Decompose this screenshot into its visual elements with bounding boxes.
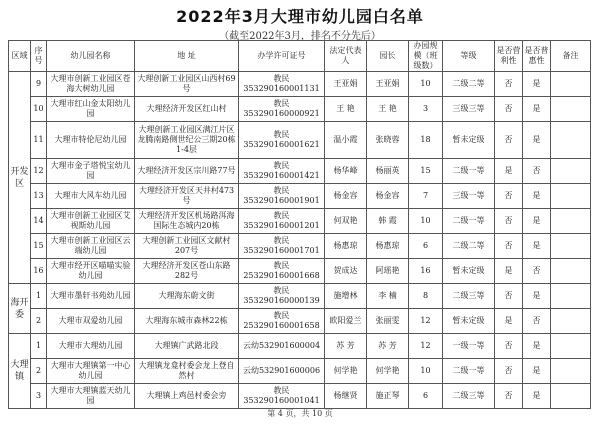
cell-inclusive: 否 xyxy=(523,259,551,284)
cell-no: 9 xyxy=(31,72,47,97)
cell-remark xyxy=(551,72,591,97)
header-license: 办学许可证号 xyxy=(239,41,325,72)
cell-address: 大理创新工业园区满江片区龙腾南路侧世纪公三期20栋1-4层 xyxy=(135,122,239,159)
cell-principal: 何学艳 xyxy=(367,359,409,384)
cell-no: 15 xyxy=(31,234,47,259)
cell-legal: 贺成达 xyxy=(325,259,367,284)
cell-inclusive: 是 xyxy=(523,384,551,409)
cell-name: 大理市双爱幼儿园 xyxy=(47,309,135,334)
cell-principal: 韩 霞 xyxy=(367,209,409,234)
cell-legal: 杨金容 xyxy=(325,184,367,209)
cell-classes: 8 xyxy=(409,284,443,309)
cell-nature: 是 xyxy=(495,259,523,284)
cell-license: 教民353290160001041 xyxy=(239,384,325,409)
cell-address: 大理镇上鸡邑村委会旁 xyxy=(135,384,239,409)
cell-name: 大理市红山金太阳幼儿园 xyxy=(47,97,135,122)
cell-license: 云幼532901600006 xyxy=(239,359,325,384)
cell-nature: 否 xyxy=(495,184,523,209)
document-subtitle: （截至2022年3月，排名不分先后） xyxy=(219,31,381,42)
header-district: 区域 xyxy=(9,41,31,72)
district-cell: 大理镇 xyxy=(9,334,31,409)
cell-nature: 否 xyxy=(495,234,523,259)
cell-principal: 杨惠琼 xyxy=(367,234,409,259)
cell-address: 大理经济开发区天井村473号 xyxy=(135,184,239,209)
cell-address: 大理镇广武路北段 xyxy=(135,334,239,359)
cell-license: 教民353290160001131 xyxy=(239,72,325,97)
cell-principal: 阿瑶艳 xyxy=(367,259,409,284)
cell-name: 大理市金子塔悦宝幼儿园 xyxy=(47,159,135,184)
cell-grade: 二级一等 xyxy=(443,209,495,234)
cell-remark xyxy=(551,259,591,284)
cell-remark xyxy=(551,209,591,234)
cell-legal: 施增林 xyxy=(325,284,367,309)
cell-no: 16 xyxy=(31,259,47,284)
cell-no: 1 xyxy=(31,284,47,309)
cell-principal: 杨金容 xyxy=(367,184,409,209)
table-row xyxy=(9,184,591,209)
cell-no: 1 xyxy=(31,334,47,359)
cell-license: 教民353290160001621 xyxy=(239,122,325,159)
cell-grade: 暂未定级 xyxy=(443,259,495,284)
cell-classes: 10 xyxy=(409,72,443,97)
table-body xyxy=(9,72,591,409)
cell-legal: 王 艳 xyxy=(325,97,367,122)
table-row xyxy=(9,309,591,334)
cell-address: 大理创新工业园区山西村69号 xyxy=(135,72,239,97)
table-row xyxy=(9,234,591,259)
cell-classes: 15 xyxy=(409,159,443,184)
cell-remark xyxy=(551,234,591,259)
cell-nature: 否 xyxy=(495,384,523,409)
cell-address: 大理镇龙龛村委会龙上登自然村 xyxy=(135,359,239,384)
table-row xyxy=(9,284,591,309)
district-cell: 开发区 xyxy=(9,72,31,284)
cell-classes: 7 xyxy=(409,184,443,209)
cell-principal: 王亚娟 xyxy=(367,72,409,97)
cell-remark xyxy=(551,159,591,184)
cell-no: 3 xyxy=(31,384,47,409)
cell-classes: 12 xyxy=(409,334,443,359)
cell-nature: 否 xyxy=(495,359,523,384)
table-row xyxy=(9,159,591,184)
cell-address: 大理创新工业园区文献村207号 xyxy=(135,234,239,259)
cell-inclusive: 是 xyxy=(523,359,551,384)
cell-inclusive: 是 xyxy=(523,97,551,122)
cell-grade: 二级三等 xyxy=(443,284,495,309)
cell-legal: 王亚娟 xyxy=(325,72,367,97)
table-row xyxy=(9,122,591,159)
header-classes: 办园规模（班级数） xyxy=(409,41,443,72)
cell-principal: 张晓蓉 xyxy=(367,122,409,159)
cell-principal: 张丽雯 xyxy=(367,309,409,334)
cell-address: 大理经济开发区机场路洱海国际生态城内20栋 xyxy=(135,209,239,234)
cell-legal: 欧阳爱兰 xyxy=(325,309,367,334)
cell-nature: 是 xyxy=(495,159,523,184)
cell-no: 14 xyxy=(31,209,47,234)
cell-license: 云幼532901600004 xyxy=(239,334,325,359)
table-row xyxy=(9,259,591,284)
cell-remark xyxy=(551,184,591,209)
cell-license: 教民253290160001658 xyxy=(239,309,325,334)
cell-principal: 王 艳 xyxy=(367,97,409,122)
cell-principal: 杨丽英 xyxy=(367,159,409,184)
cell-classes: 10 xyxy=(409,209,443,234)
cell-legal: 温小霞 xyxy=(325,122,367,159)
cell-license: 教民253290160001668 xyxy=(239,259,325,284)
header-legal: 法定代表人 xyxy=(325,41,367,72)
cell-grade: 一级一等 xyxy=(443,334,495,359)
header-principal: 园长 xyxy=(367,41,409,72)
cell-remark xyxy=(551,284,591,309)
cell-legal: 杨继贤 xyxy=(325,384,367,409)
cell-nature: 否 xyxy=(495,97,523,122)
cell-no: 11 xyxy=(31,122,47,159)
cell-no: 2 xyxy=(31,359,47,384)
table-row xyxy=(9,384,591,409)
cell-no: 12 xyxy=(31,159,47,184)
header-grade: 等级 xyxy=(443,41,495,72)
cell-name: 大理市大风车幼儿园 xyxy=(47,184,135,209)
cell-name: 大理市大理幼儿园 xyxy=(47,334,135,359)
table-header-row xyxy=(9,41,591,72)
cell-inclusive: 是 xyxy=(523,184,551,209)
cell-principal: 苏 芳 xyxy=(367,334,409,359)
cell-inclusive: 是 xyxy=(523,334,551,359)
cell-license: 教民353290160001421 xyxy=(239,159,325,184)
cell-inclusive: 是 xyxy=(523,72,551,97)
cell-address: 大理海东城市森林22栋 xyxy=(135,309,239,334)
cell-name: 大理市创新工业园区苍海大树幼儿园 xyxy=(47,72,135,97)
cell-address: 大理经济开发区苍山东路282号 xyxy=(135,259,239,284)
cell-classes: 18 xyxy=(409,122,443,159)
cell-inclusive: 是 xyxy=(523,284,551,309)
cell-address: 大理海东蔚文街 xyxy=(135,284,239,309)
table-row xyxy=(9,209,591,234)
cell-grade: 暂未定级 xyxy=(443,309,495,334)
cell-remark xyxy=(551,334,591,359)
cell-address: 大理经济开发区红山村 xyxy=(135,97,239,122)
cell-nature: 否 xyxy=(495,72,523,97)
cell-inclusive: 是 xyxy=(523,234,551,259)
cell-grade: 二级三等 xyxy=(443,384,495,409)
cell-name: 大理市创新工业园区云端幼儿园 xyxy=(47,234,135,259)
cell-address: 大理经济开发区宗川路77号 xyxy=(135,159,239,184)
cell-grade: 二级一等 xyxy=(443,359,495,384)
table-row xyxy=(9,72,591,97)
header-nature: 是否营利性 xyxy=(495,41,523,72)
cell-no: 2 xyxy=(31,309,47,334)
cell-name: 大理市特伦尼幼儿园 xyxy=(47,122,135,159)
cell-inclusive: 否 xyxy=(523,159,551,184)
header-no: 序号 xyxy=(31,41,47,72)
cell-legal: 苏 芳 xyxy=(325,334,367,359)
cell-principal: 施正琴 xyxy=(367,384,409,409)
cell-classes: 16 xyxy=(409,259,443,284)
cell-legal: 何双艳 xyxy=(325,209,367,234)
cell-no: 13 xyxy=(31,184,47,209)
cell-classes: 12 xyxy=(409,309,443,334)
district-cell: 海开委 xyxy=(9,284,31,334)
document-title: 2022年3月大理市幼儿园白名单 xyxy=(176,7,424,26)
page-footer: 第 4 页，共 10 页 xyxy=(267,409,333,418)
cell-grade: 二级二等 xyxy=(443,72,495,97)
cell-nature: 否 xyxy=(495,209,523,234)
cell-grade: 二级二等 xyxy=(443,234,495,259)
cell-license: 教民353290160000921 xyxy=(239,97,325,122)
cell-license: 教民353290160001901 xyxy=(239,184,325,209)
cell-remark xyxy=(551,359,591,384)
cell-license: 教民353290160001201 xyxy=(239,209,325,234)
cell-remark xyxy=(551,97,591,122)
cell-grade: 二级一等 xyxy=(443,159,495,184)
cell-classes: 6 xyxy=(409,384,443,409)
cell-name: 大理市墨轩书苑幼儿园 xyxy=(47,284,135,309)
cell-legal: 杨惠琼 xyxy=(325,234,367,259)
table-row xyxy=(9,359,591,384)
cell-nature: 是 xyxy=(495,309,523,334)
cell-classes: 6 xyxy=(409,234,443,259)
cell-grade: 暂未定级 xyxy=(443,122,495,159)
cell-principal: 李 楠 xyxy=(367,284,409,309)
table-row xyxy=(9,334,591,359)
cell-nature: 否 xyxy=(495,122,523,159)
cell-grade: 三级一等 xyxy=(443,184,495,209)
cell-license: 教民353290160000139 xyxy=(239,284,325,309)
header-remark: 备注 xyxy=(551,41,591,72)
kindergarten-table xyxy=(8,40,591,409)
cell-license: 教民353290160001701 xyxy=(239,234,325,259)
cell-grade: 三级三等 xyxy=(443,97,495,122)
cell-name: 大理市创新工业园区艾视斯幼儿园 xyxy=(47,209,135,234)
cell-remark xyxy=(551,309,591,334)
header-address: 地 址 xyxy=(135,41,239,72)
cell-nature: 否 xyxy=(495,334,523,359)
cell-classes: 3 xyxy=(409,97,443,122)
table-row xyxy=(9,97,591,122)
cell-nature: 否 xyxy=(495,284,523,309)
header-inclusive: 是否普惠性 xyxy=(523,41,551,72)
cell-remark xyxy=(551,122,591,159)
cell-no: 10 xyxy=(31,97,47,122)
header-name: 幼儿园名称 xyxy=(47,41,135,72)
cell-remark xyxy=(551,384,591,409)
cell-legal: 何学艳 xyxy=(325,359,367,384)
cell-classes: 10 xyxy=(409,359,443,384)
cell-inclusive: 是 xyxy=(523,209,551,234)
cell-name: 大理市大理镇蓝天幼儿园 xyxy=(47,384,135,409)
cell-inclusive: 否 xyxy=(523,309,551,334)
cell-inclusive: 是 xyxy=(523,122,551,159)
cell-legal: 杨华峰 xyxy=(325,159,367,184)
cell-name: 大理市大理镇第一中心幼儿园 xyxy=(47,359,135,384)
cell-name: 大理市经开区喵喵实验幼儿园 xyxy=(47,259,135,284)
